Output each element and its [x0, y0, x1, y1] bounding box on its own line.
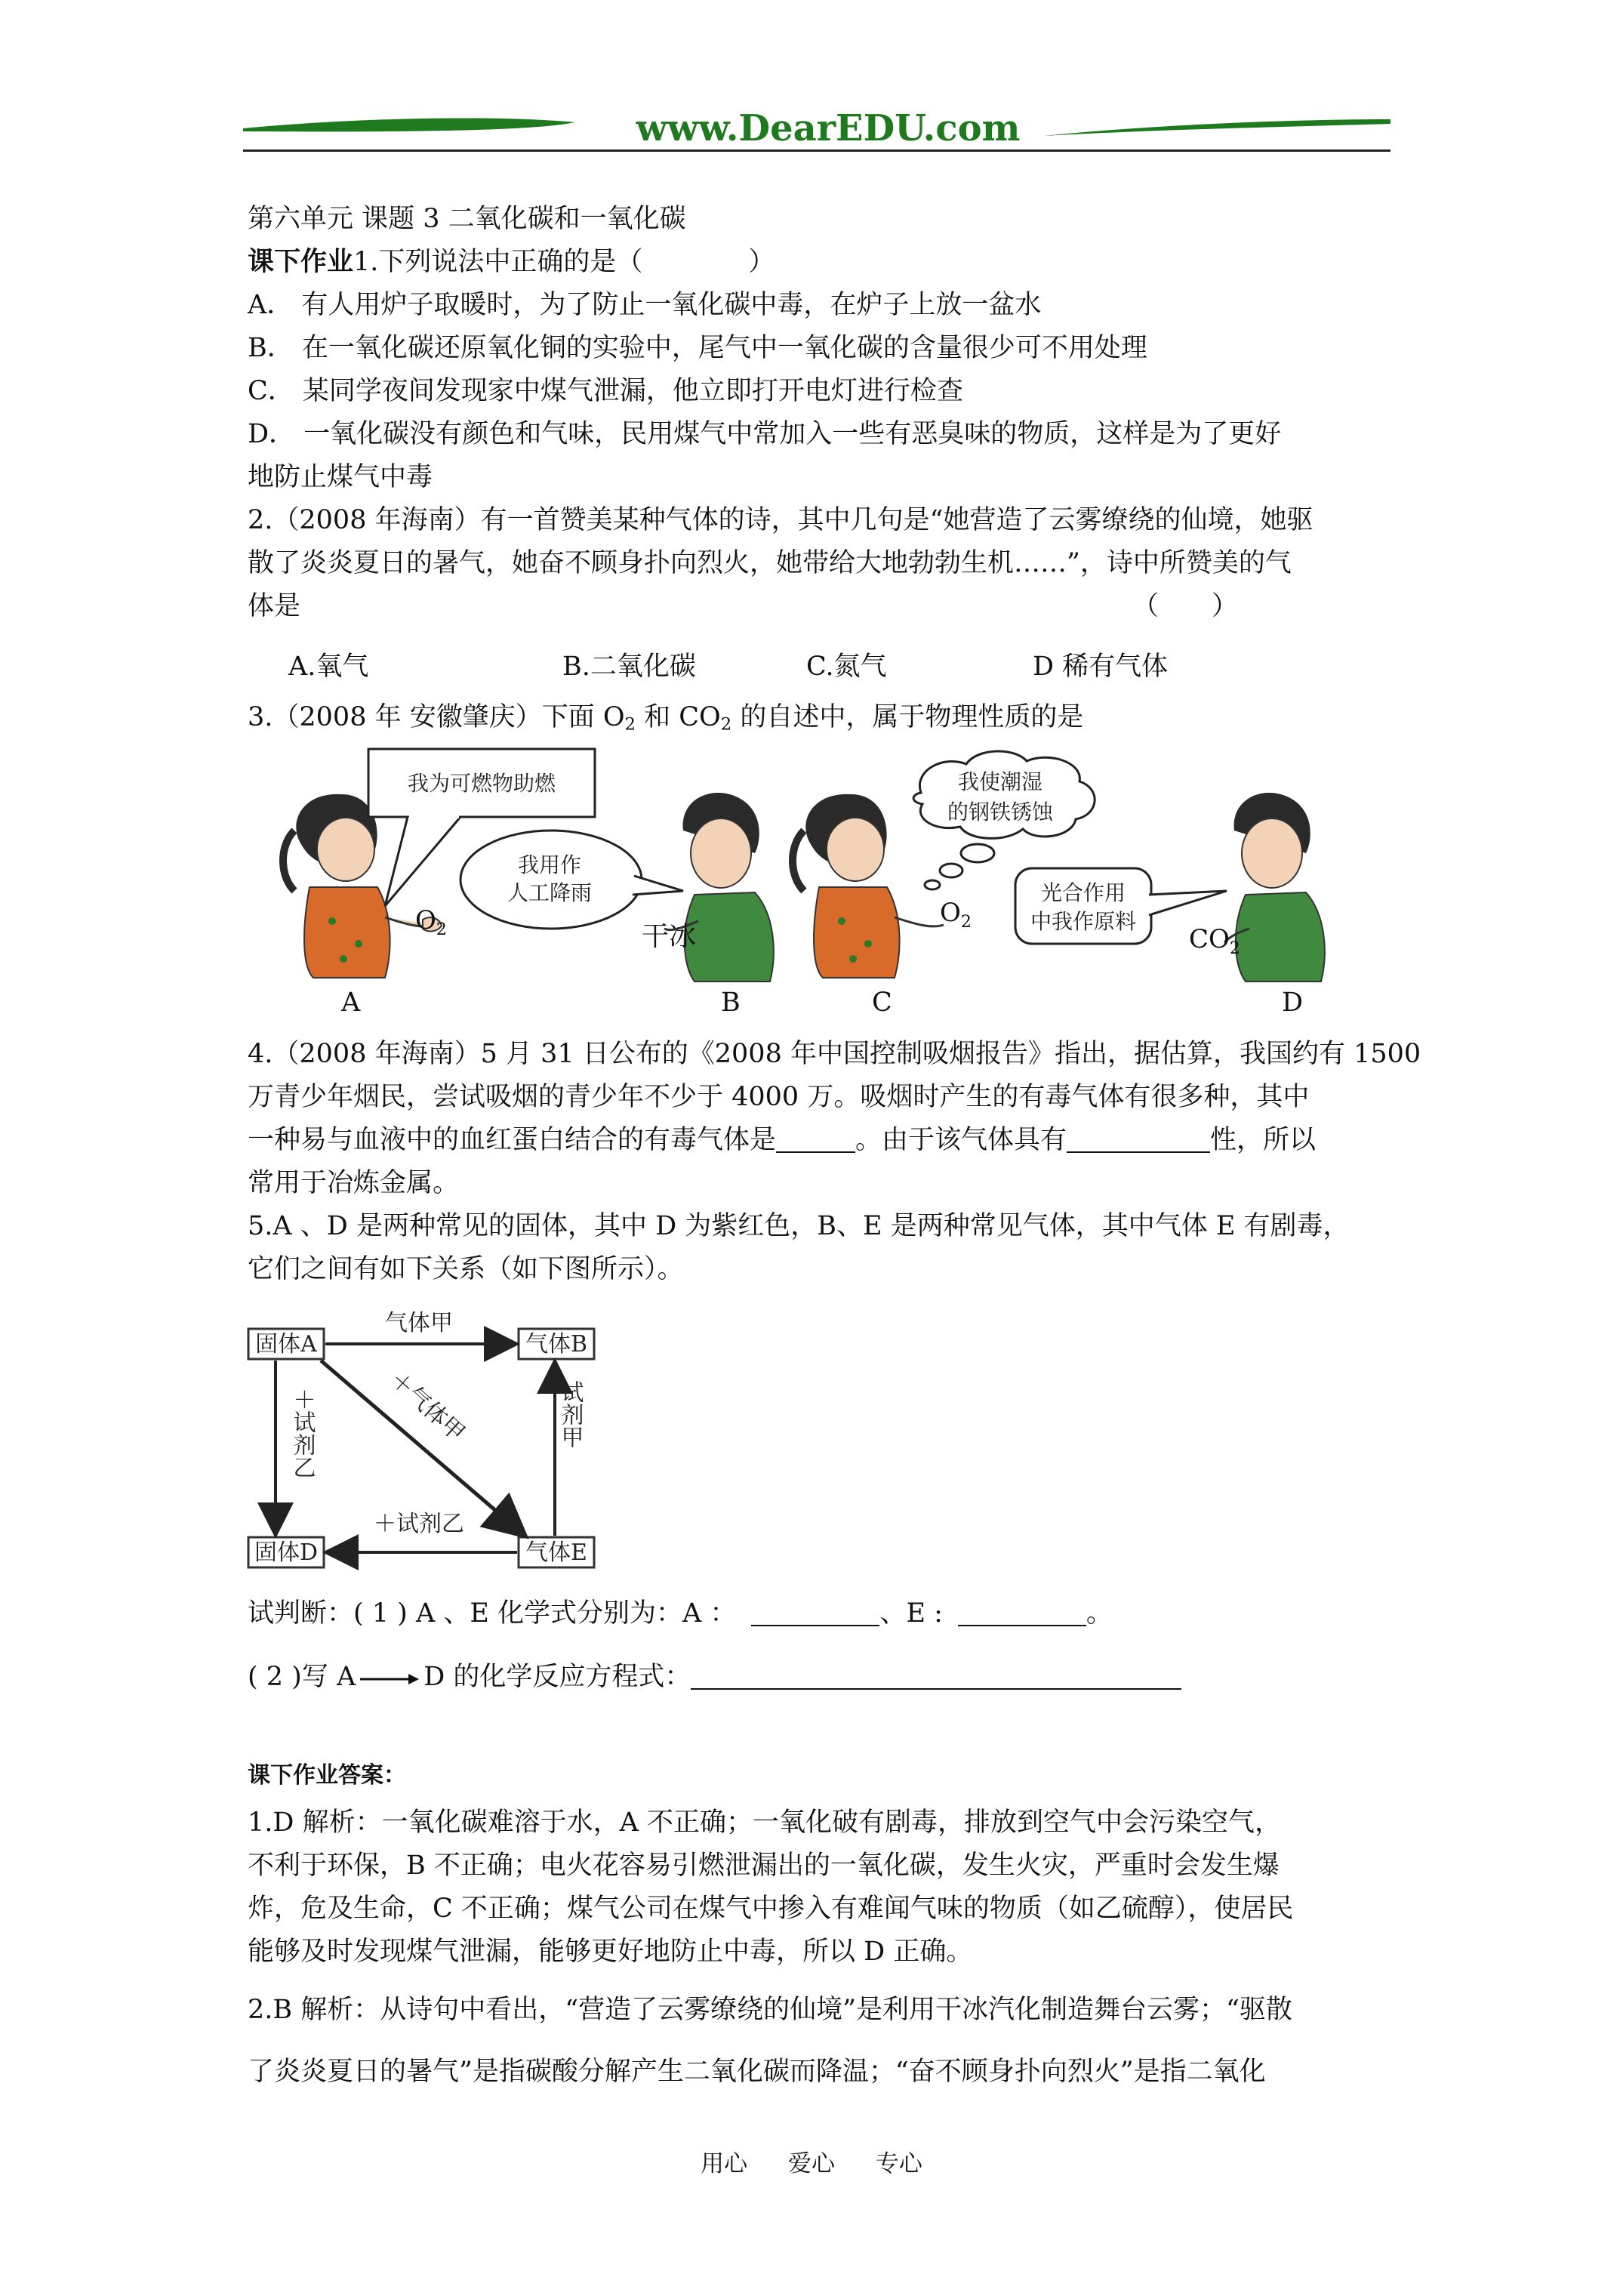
question-1-option-d: D． 一氧化碳没有颜色和气味，民用煤气中常加入一些有恶臭味的物质，这样是为了更好	[248, 419, 1282, 449]
question-2-option-d: D 稀有气体	[1033, 652, 1169, 682]
page-title: 第六单元 课题 3 二氧化碳和一氧化碳	[248, 204, 686, 234]
question-2-option-a: A.氧气	[288, 652, 369, 682]
svg-text:中我作原料: 中我作原料	[1030, 909, 1137, 934]
question-5-write: ( 2 )写 A D 的化学反应方程式：	[248, 1660, 1181, 1695]
page-footer	[0, 2144, 1623, 2178]
svg-text:我为可燃物助燃: 我为可燃物助燃	[407, 771, 556, 796]
choice-letter-d: D	[1282, 988, 1304, 1018]
answers-heading: 课下作业答案：	[248, 1762, 406, 1789]
question-2-answer-paren: （ ）	[1132, 591, 1239, 621]
header-logo	[243, 106, 1390, 151]
question-2-option-b: B.二氧化碳	[562, 652, 696, 682]
question-1-stem: 1.下列说法中正确的是（ ）	[353, 247, 775, 277]
label-diagonal-arrow: ＋气体甲	[384, 1366, 470, 1447]
question-4-line-2: 万青少年烟民，尝试吸烟的青少年不少于 4000 万。吸烟时产生的有毒气体有很多种，其中	[248, 1082, 1310, 1112]
reaction-diagram	[245, 1297, 608, 1576]
footer-word-3: 专心	[875, 2150, 922, 2177]
question-1-option-a: A． 有人用炉子取暖时，为了防止一氧化碳中毒，在炉子上放一盆水	[248, 290, 1042, 320]
answer-1-line-2: 不利于环保，B 不正确；电火花容易引燃泄漏出的一氧化碳，发生火灾，严重时会发生爆	[248, 1851, 1280, 1881]
boy-figure-b	[664, 793, 774, 982]
bubble-b	[460, 831, 683, 929]
svg-text:气体B: 气体B	[525, 1331, 588, 1358]
box-solid-a	[248, 1329, 324, 1359]
question-2-line-3: 体是	[248, 591, 301, 621]
question-2-option-c: C.氮气	[806, 652, 887, 682]
logo-text: www.DearEDU.com	[636, 107, 1021, 149]
label-bottom-arrow: ＋试剂乙	[374, 1511, 464, 1537]
svg-text:我用作: 我用作	[517, 852, 582, 877]
svg-text:固体D: 固体D	[254, 1539, 319, 1566]
answer-blank-a-formula[interactable]	[751, 1601, 879, 1626]
girl-figure-c	[793, 794, 944, 978]
answer-blank-e-formula[interactable]	[958, 1601, 1086, 1626]
question-4-line-1: 4.（2008 年海南）5 月 31 日公布的《2008 年中国控制吸烟报告》指出，据估算，我国约有 1500	[248, 1039, 1421, 1069]
answer-blank-property[interactable]	[1067, 1127, 1210, 1153]
header-rule	[243, 149, 1390, 152]
label-top-arrow: 气体甲	[385, 1310, 453, 1336]
label-left-arrow: ＋试剂乙	[288, 1388, 316, 1478]
answer-2-line-1: 2.B 解析：从诗句中看出，“营造了云雾缭绕的仙境”是利用干冰汽化制造舞台云雾；“驱散	[248, 1995, 1292, 2025]
answer-1-line-1: 1.D 解析：一氧化碳难溶于水，A 不正确；一氧化破有剧毒，排放到空气中会污染空气，	[248, 1808, 1281, 1838]
box-gas-b	[519, 1329, 594, 1359]
question-2-line-2: 散了炎炎夏日的暑气，她奋不顾身扑向烈火，她带给大地勃勃生机……”，诗中所赞美的气	[248, 548, 1292, 578]
answer-blank-equation[interactable]	[691, 1664, 1181, 1690]
box-gas-e	[519, 1537, 594, 1567]
question-4-line-3: 一种易与血液中的血红蛋白结合的有毒气体是 。由于该气体具有 性，所以	[248, 1125, 1317, 1155]
choice-letter-a: A	[341, 988, 361, 1018]
label-dry-ice: 干冰	[642, 921, 697, 952]
answer-2-line-2: 了炎炎夏日的暑气”是指碳酸分解产生二氧化碳而降温；“奋不顾身扑向烈火”是指二氧化	[248, 2057, 1266, 2087]
question-4-line-4: 常用于冶炼金属。	[248, 1168, 460, 1198]
answer-1-line-3: 炸，危及生命，C 不正确；煤气公司在煤气中掺入有难闻气味的物质（如乙硫醇），使居民	[248, 1894, 1294, 1924]
svg-text:气体E: 气体E	[525, 1539, 587, 1566]
choice-letter-c: C	[872, 988, 892, 1018]
label-o2-a: $O_2$	[415, 905, 447, 939]
question-1-option-b: B． 在一氧化碳还原氧化铜的实验中，尾气中一氧化碳的含量很少可不用处理	[248, 333, 1147, 363]
footer-word-2: 爱心	[788, 2150, 835, 2177]
answer-blank-gas[interactable]	[776, 1127, 855, 1153]
question-3-illustration	[272, 747, 1344, 1027]
question-2-line-1: 2.（2008 年海南）有一首赞美某种气体的诗，其中几句是“她营造了云雾缭绕的仙境，她驱	[248, 505, 1313, 535]
label-right-arrow: 试剂甲	[556, 1380, 584, 1448]
reaction-arrow-icon	[356, 1662, 423, 1695]
homework-lead: 课下作业	[248, 246, 354, 277]
question-3-stem: 3.（2008 年 安徽肇庆）下面 $O_2$ 和 $CO_2$ 的自述中，属于物理性质的是	[248, 702, 1084, 735]
question-1-option-c: C． 某同学夜间发现家中煤气泄漏，他立即打开电灯进行检查	[248, 376, 963, 406]
label-co2: $CO_2$	[1189, 924, 1240, 958]
question-5-line-2: 它们之间有如下关系（如下图所示）。	[248, 1254, 684, 1284]
question-5-line-1: 5.A 、D 是两种常见的固体，其中 D 为紫红色，B、E 是两种常见气体，其中气体 E 有剧毒，	[248, 1211, 1350, 1241]
footer-word-1: 用心	[701, 2150, 748, 2177]
choice-letter-b: B	[721, 988, 741, 1018]
answer-1-line-4: 能够及时发现煤气泄漏，能够更好地防止中毒，所以 D 正确。	[248, 1937, 973, 1967]
svg-text:光合作用: 光合作用	[1040, 880, 1126, 905]
svg-text:固体A: 固体A	[255, 1331, 317, 1358]
svg-text:我使潮湿: 我使潮湿	[957, 769, 1043, 794]
label-o2-c: $O_2$	[940, 898, 972, 932]
box-solid-d	[248, 1537, 324, 1567]
svg-text:人工降雨: 人工降雨	[507, 880, 593, 905]
svg-text:的钢铁锈蚀: 的钢铁锈蚀	[947, 800, 1054, 824]
logo-swoosh-graphic	[243, 106, 1390, 151]
question-1-option-d-cont: 地防止煤气中毒	[248, 462, 433, 492]
question-1	[248, 245, 775, 279]
question-5-judge: 试判断：( 1 ) A 、E 化学式分别为：A ： 、E : 。	[248, 1598, 1113, 1629]
